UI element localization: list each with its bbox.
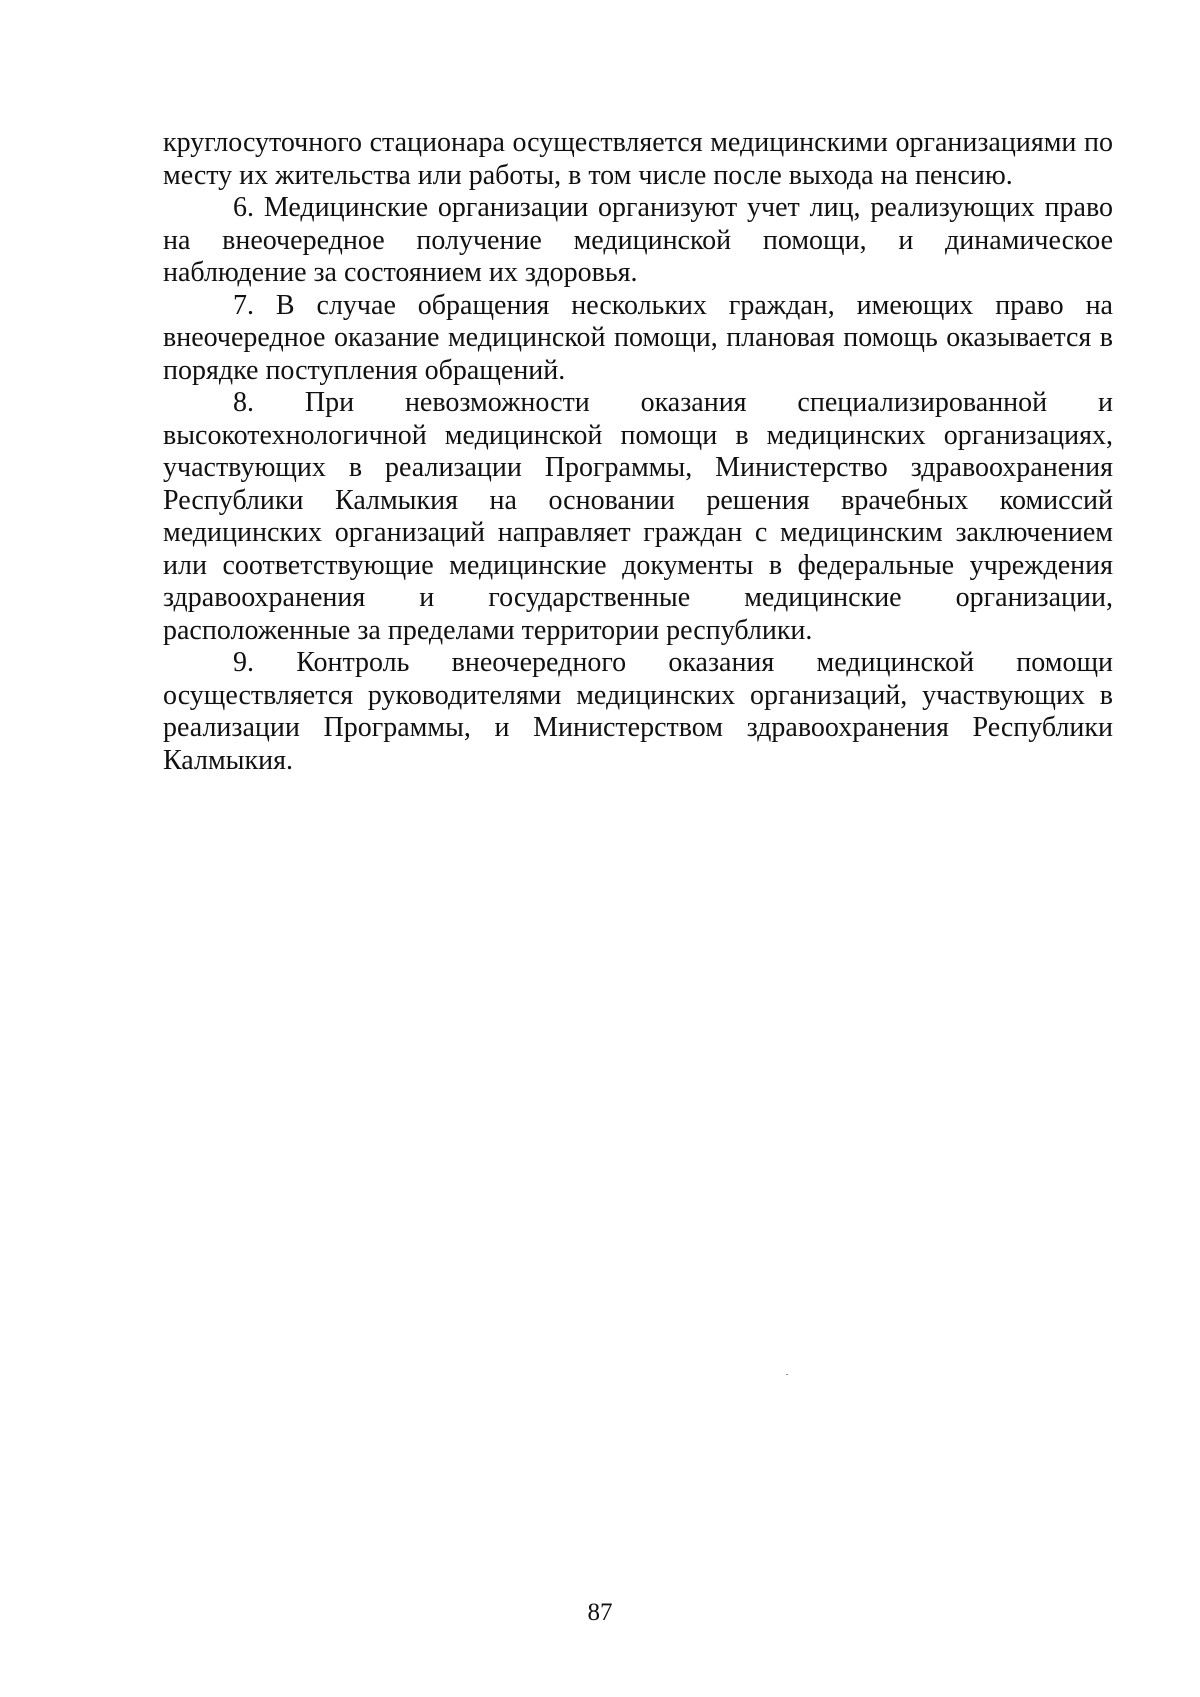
paragraph-item-8: 8. При невозможности оказания специализированной и высокотехнологичной медицинской помощи в медицинских организациях, участвующих в реализации Программы, Министерство здравоохранения Республики Калмыкия на основании решения врачебных комиссий медицинских организаций направляет граждан с медицинским заключением или соответствующие медицинские документы в федеральные учреждения здравоохранения и государственные медицинские организации, расположенные за пределами территории республики.: [163, 387, 1113, 646]
paragraph-continuation: круглосуточного стационара осуществляется медицинскими организациями по месту их жительства или работы, в том числе после выхода на пенсию.: [163, 127, 1113, 191]
paragraph-item-7: 7. В случае обращения нескольких граждан, имеющих право на внеочередное оказание медицинской помощи, плановая помощь оказывается в порядке поступления обращений.: [163, 289, 1113, 386]
paragraph-item-9: 9. Контроль внеочередного оказания медицинской помощи осуществляется руководителями медицинских организаций, участвующих в реализации Программы, и Министерством здравоохранения Республики Калмыкия.: [163, 647, 1113, 776]
body-text: [163, 127, 1113, 777]
paragraph-item-6: 6. Медицинские организации организуют учет лиц, реализующих право на внеочередное получение медицинской помощи, и динамическое наблюдение за состоянием их здоровья.: [163, 192, 1113, 288]
page-number: 87: [587, 1599, 613, 1626]
scan-speck: [786, 1374, 788, 1375]
